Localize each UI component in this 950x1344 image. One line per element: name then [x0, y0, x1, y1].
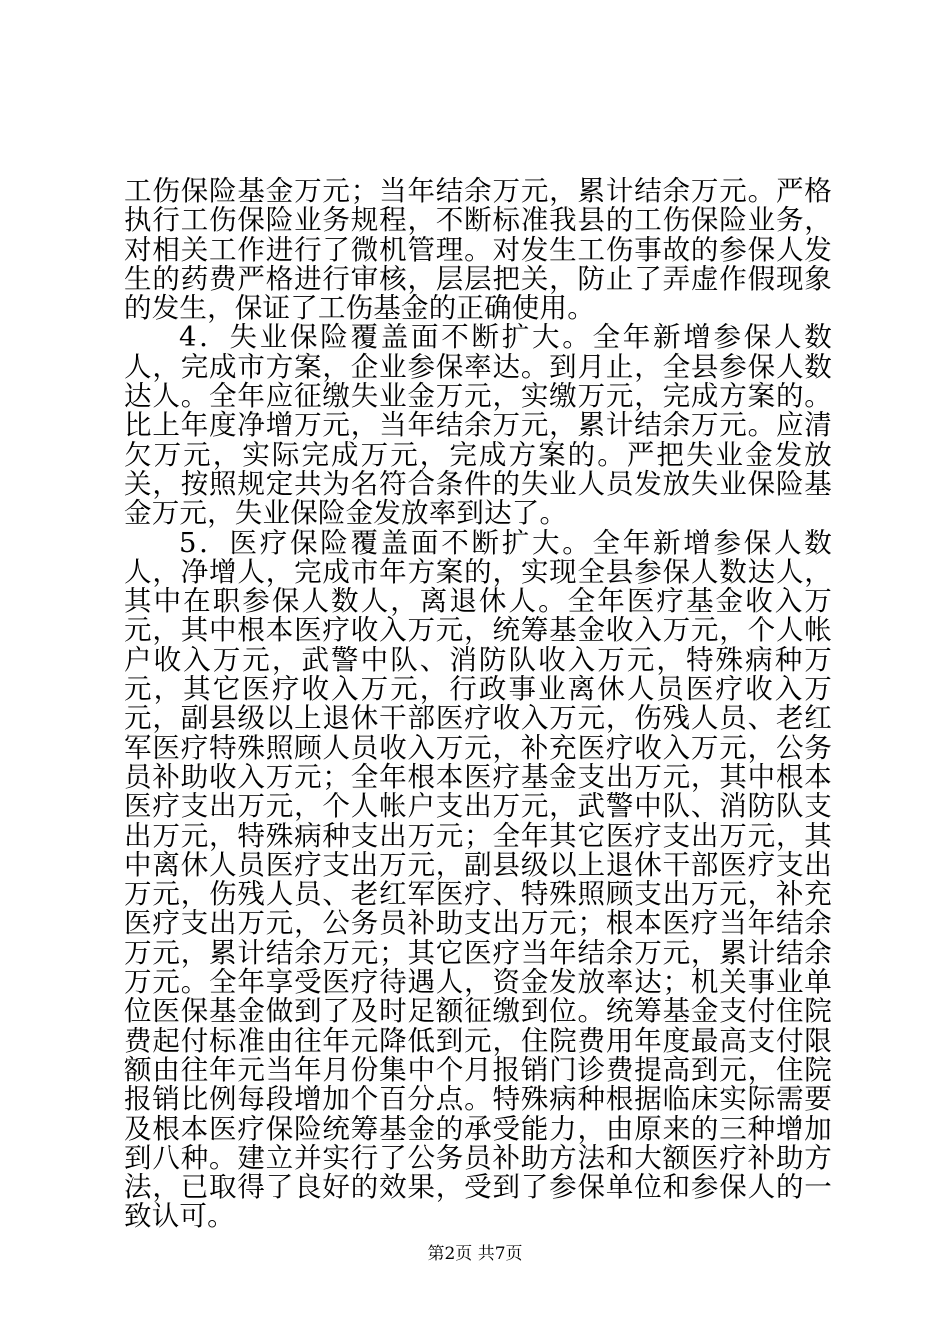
paragraph-unemployment-insurance: 4．失业保险覆盖面不断扩大。全年新增参保人数人，完成市方案，企业参保率达。到月止，全县参保人数达人。全年应征缴失业金万元，实缴万元，完成方案的。比上年度净增万元，当年结余万元，累计结余万元。应清欠万元，实际完成万元，完成方案的。严把失业金发放关，按照规定共为名符合条件的失业人员发放失业保险基金万元，失业保险金发放率到达了。 — [124, 321, 832, 530]
page-indicator: 第2页 共7页 — [427, 1244, 523, 1264]
paragraph-medical-insurance: 5．医疗保险覆盖面不断扩大。全年新增参保人数人，净增人，完成市年方案的，实现全县参保人数达人，其中在职参保人数人，离退休人。全年医疗基金收入万元，其中根本医疗收入万元，统筹基金收入万元，个人帐户收入万元，武警中队、消防队收入万元，特殊病种万元，其它医疗收入万元，行政事业离休人员医疗收入万元，副县级以上退休干部医疗收入万元，伤残人员、老红军医疗特殊照顾人员收入万元，补充医疗收入万元，公务员补助收入万元；全年根本医疗基金支出万元，其中根本医疗支出万元，个人帐户支出万元，武警中队、消防队支出万元，特殊病种支出万元；全年其它医疗支出万元，其中离休人员医疗支出万元，副县级以上退休干部医疗支出万元，伤残人员、老红军医疗、特殊照顾支出万元，补充医疗支出万元，公务员补助支出万元；根本医疗当年结余万元，累计结余万元；其它医疗当年结余万元，累计结余万元。全年享受医疗待遇人，资金发放率达；机关事业单位医保基金做到了及时足额征缴到位。统筹基金支付住院费起付标准由往年元降低到元，住院费用年度最高支付限额由往年元当年月份集中个月报销门诊费提高到元，住院报销比例每段增加个百分点。特殊病种根据临床实际需要及根本医疗保险统筹基金的承受能力，由原来的三种增加到八种。建立并实行了公务员补助方法和大额医疗补助方法，已取得了良好的效果，受到了参保单位和参保人的一致认可。 — [124, 526, 832, 1233]
page-footer — [0, 1244, 950, 1264]
document-body — [124, 177, 832, 1232]
paragraph-work-injury-insurance: 工伤保险基金万元；当年结余万元，累计结余万元。严格执行工伤保险业务规程，不断标准我县的工伤保险业务，对相关工作进行了微机管理。对发生工伤事故的参保人发生的药费严格进行审核，层层把关，防止了弄虚作假现象的发生，保证了工伤基金的正确使用。 — [124, 175, 832, 325]
